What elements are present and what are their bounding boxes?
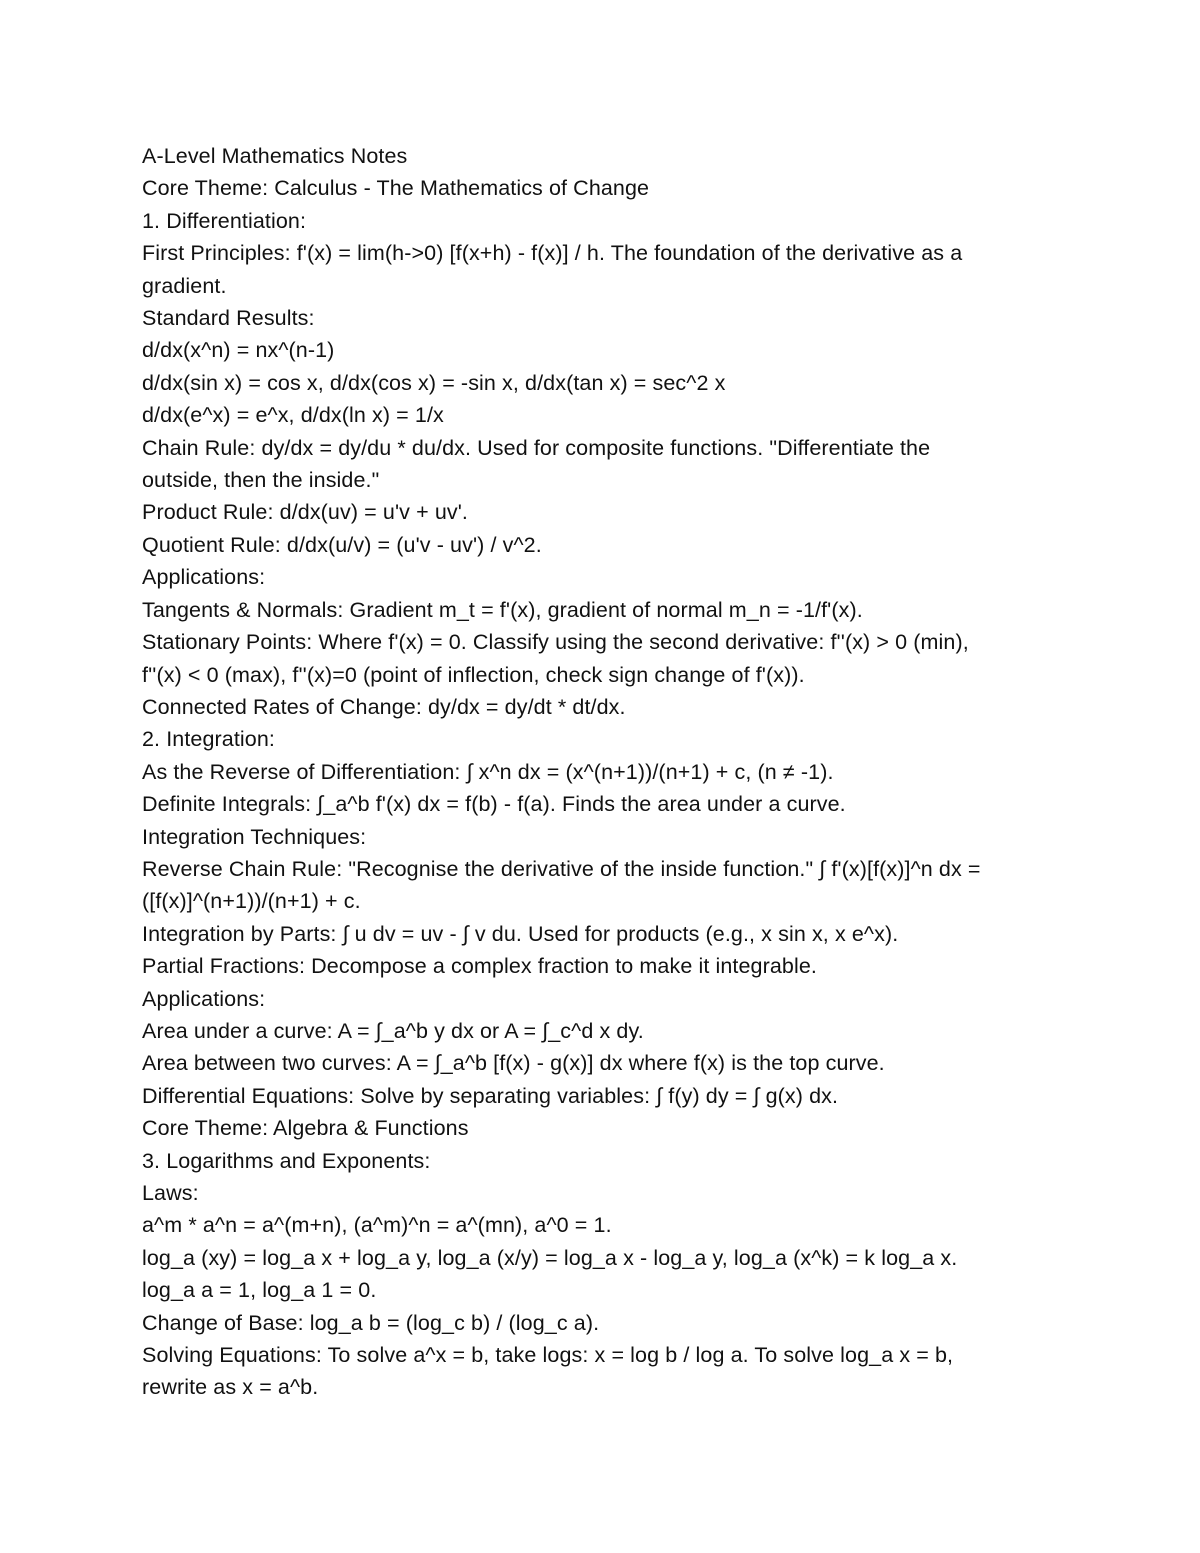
text-line-first-principles-cont: gradient. bbox=[142, 273, 227, 298]
text-line-area-under-curve: Area under a curve: A = ∫_a^b y dx or A = ∫_c^d x dy. bbox=[142, 1018, 644, 1043]
text-line-stationary-points-cont: f''(x) < 0 (max), f''(x)=0 (point of inflection, check sign change of f'(x)). bbox=[142, 662, 805, 687]
text-line-product-rule: Product Rule: d/dx(uv) = u'v + uv'. bbox=[142, 500, 468, 525]
text-line-stationary-points: Stationary Points: Where f'(x) = 0. Classify using the second derivative: f''(x) > 0 (min), bbox=[142, 630, 969, 655]
text-line-reverse-chain-rule: Reverse Chain Rule: "Recognise the derivative of the inside function." ∫ f'(x)[f(x)]^n dx = bbox=[142, 856, 981, 881]
label-applications-differentiation: Applications: bbox=[142, 565, 266, 590]
section-heading-algebra: Core Theme: Algebra & Functions bbox=[142, 1116, 469, 1141]
text-line-definite-integrals: Definite Integrals: ∫_a^b f'(x) dx = f(b) - f(a). Finds the area under a curve. bbox=[142, 792, 846, 817]
text-line-partial-fractions: Partial Fractions: Decompose a complex fraction to make it integrable. bbox=[142, 954, 817, 979]
text-line-solving-equations-cont: rewrite as x = a^b. bbox=[142, 1375, 319, 1400]
subsection-heading-integration: 2. Integration: bbox=[142, 727, 275, 752]
formula-index-laws: a^m * a^n = a^(m+n), (a^m)^n = a^(mn), a^0 = 1. bbox=[142, 1213, 612, 1238]
formula-log-identities: log_a a = 1, log_a 1 = 0. bbox=[142, 1278, 377, 1303]
text-line-reverse-differentiation: As the Reverse of Differentiation: ∫ x^n dx = (x^(n+1))/(n+1) + c, (n ≠ -1). bbox=[142, 759, 834, 784]
text-line-integration-by-parts: Integration by Parts: ∫ u dv = uv - ∫ v du. Used for products (e.g., x sin x, x e^x). bbox=[142, 921, 899, 946]
text-line-reverse-chain-rule-cont: ([f(x)]^(n+1))/(n+1) + c. bbox=[142, 889, 361, 914]
formula-log-laws: log_a (xy) = log_a x + log_a y, log_a (x/y) = log_a x - log_a y, log_a (x^k) = k log_a x. bbox=[142, 1245, 958, 1270]
document-title: A-Level Mathematics Notes bbox=[142, 144, 408, 168]
subsection-heading-differentiation: 1. Differentiation: bbox=[142, 208, 307, 233]
text-line-change-of-base: Change of Base: log_a b = (log_c b) / (log_c a). bbox=[142, 1310, 600, 1335]
text-line-area-between-curves: Area between two curves: A = ∫_a^b [f(x) - g(x)] dx where f(x) is the top curve. bbox=[142, 1051, 885, 1076]
section-heading-calculus: Core Theme: Calculus - The Mathematics of Change bbox=[142, 176, 650, 201]
formula-trig-derivatives: d/dx(sin x) = cos x, d/dx(cos x) = -sin x, d/dx(tan x) = sec^2 x bbox=[142, 370, 726, 395]
text-line-solving-equations: Solving Equations: To solve a^x = b, take logs: x = log b / log a. To solve log_a x = b, bbox=[142, 1343, 954, 1368]
label-laws: Laws: bbox=[142, 1181, 199, 1205]
text-line-quotient-rule: Quotient Rule: d/dx(u/v) = (u'v - uv') / v^2. bbox=[142, 532, 542, 557]
formula-power-rule: d/dx(x^n) = nx^(n-1) bbox=[142, 338, 335, 363]
text-line-chain-rule: Chain Rule: dy/dx = dy/du * du/dx. Used for composite functions. "Differentiate the bbox=[142, 435, 931, 460]
text-line-connected-rates: Connected Rates of Change: dy/dx = dy/dt * dt/dx. bbox=[142, 694, 626, 719]
text-line-chain-rule-cont: outside, then the inside." bbox=[142, 468, 380, 493]
label-standard-results: Standard Results: bbox=[142, 306, 315, 331]
subsection-heading-logarithms: 3. Logarithms and Exponents: bbox=[142, 1148, 431, 1173]
formula-exp-log-derivatives: d/dx(e^x) = e^x, d/dx(ln x) = 1/x bbox=[142, 403, 444, 428]
text-line-differential-equations: Differential Equations: Solve by separating variables: ∫ f(y) dy = ∫ g(x) dx. bbox=[142, 1083, 839, 1108]
text-line-first-principles: First Principles: f'(x) = lim(h->0) [f(x+h) - f(x)] / h. The foundation of the derivative as a bbox=[142, 241, 963, 266]
document-body bbox=[142, 140, 1062, 1404]
text-line-tangents-normals: Tangents & Normals: Gradient m_t = f'(x), gradient of normal m_n = -1/f'(x). bbox=[142, 597, 863, 622]
label-integration-techniques: Integration Techniques: bbox=[142, 824, 367, 849]
label-applications-integration: Applications: bbox=[142, 986, 266, 1011]
